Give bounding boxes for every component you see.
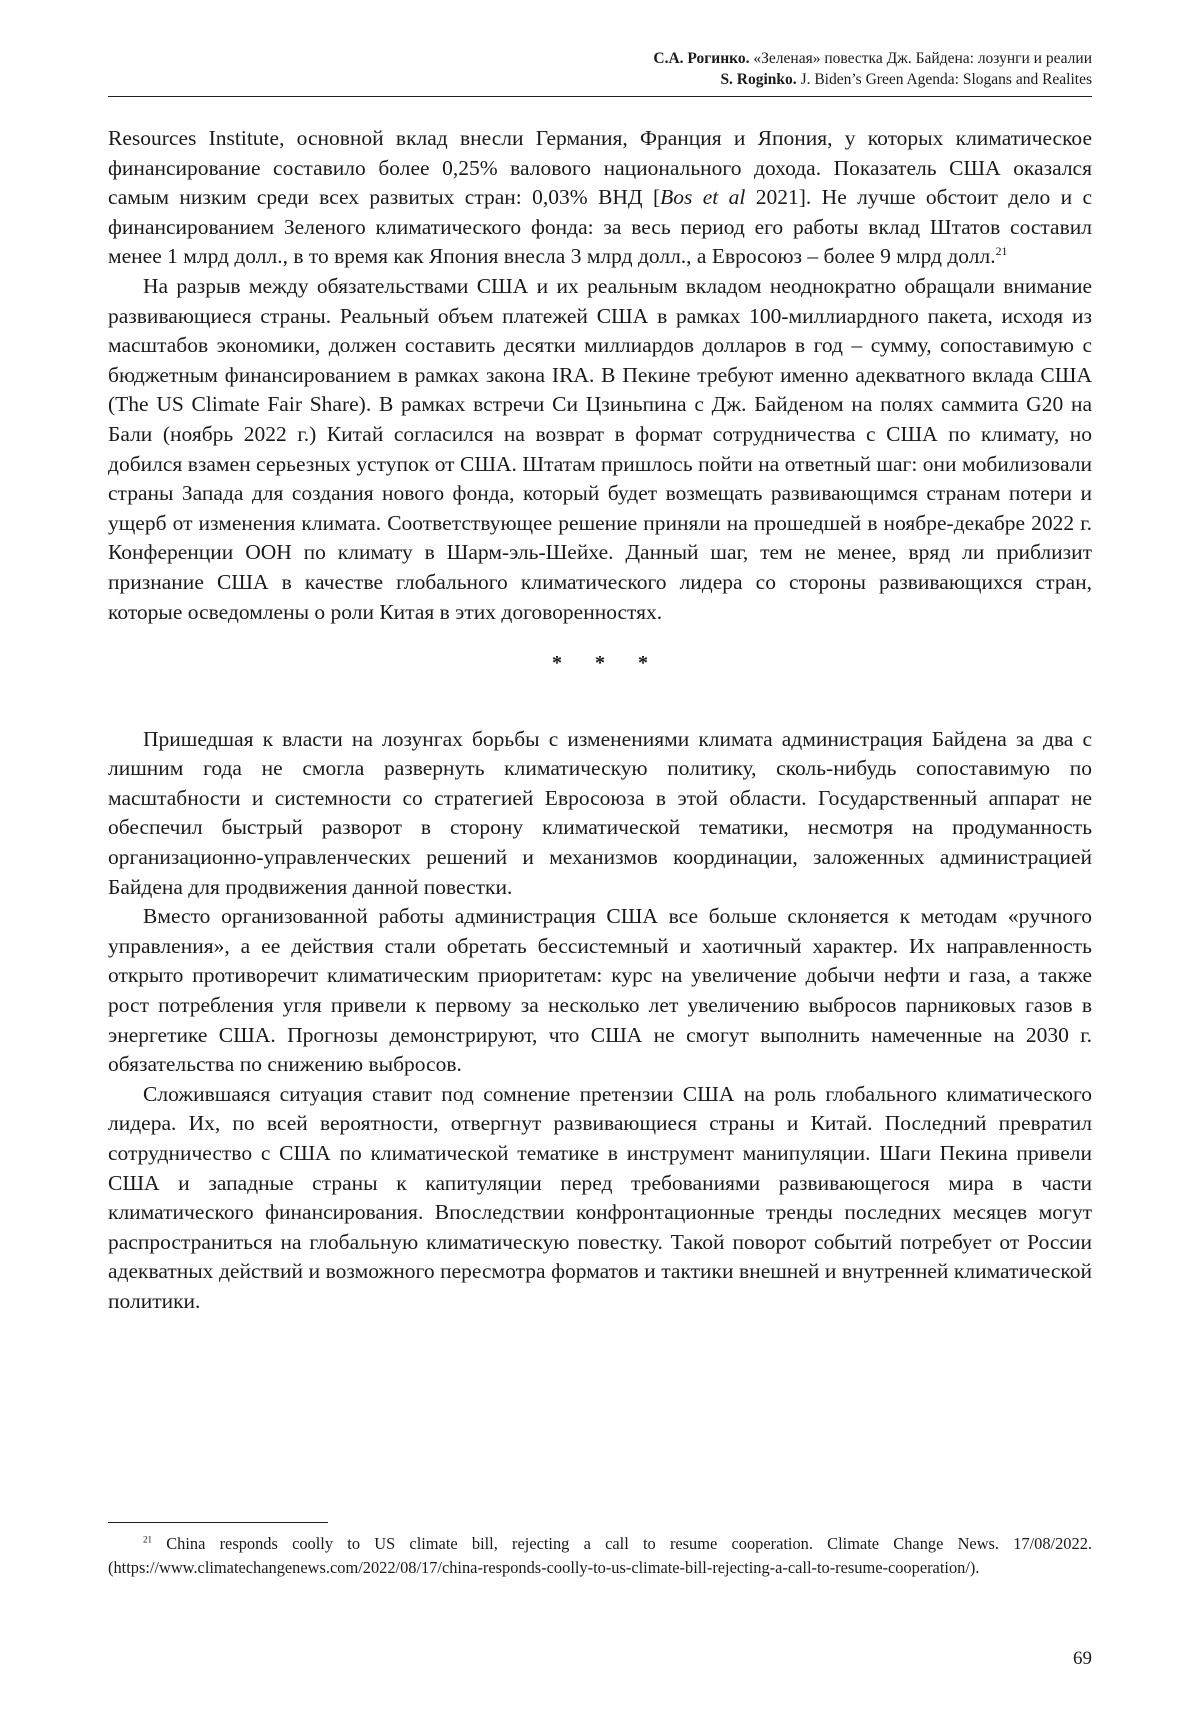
paragraph-3: Пришедшая к власти на лозунгах борьбы с изменениями климата администрация Байдена за два с лишним года не смогла развернуть климатическую политику, сколь-нибудь сопоставимую по масштабности и системности со стратегией Евросоюза в этой области. Государственный аппарат не обеспечил быстрый разворот в сторону климатической тематики, несмотря на продуманность организационно-управленческих решений и механизмов координации, заложенных администрацией Байдена для продвижения данной повестки.	[108, 726, 1092, 899]
footnote-number: 21	[143, 1534, 152, 1545]
paragraph-1-continuation: 2021]. Не лучше обстоит дело и с финансированием Зеленого климатического фонда: за весь период его работы вклад Штатов составил менее 1 млрд долл., в то время как Япония внесла 3 млрд долл., а Евросоюз – более 9 млрд долл.	[108, 185, 1093, 269]
page-number: 69	[1073, 1648, 1092, 1669]
paragraph-1-text: Resources Institute, основной вклад внесли Германия, Франция и Япония, у которых климатическое финансирование составило более 0,25% валового национального дохода. Показатель США оказался самым низким среди всех развитых стран: 0,03% ВНД [	[108, 126, 1092, 210]
paragraph-5: Сложившаяся ситуация ставит под сомнение претензии США на роль глобального климатического лидера. Их, по всей вероятности, отвергнут развивающиеся страны и Китай. Последний превратил сотрудничество с США по климатической тематике в инструмент манипуляции. Шаги Пекина привели США и западные страны к капитуляции перед требованиями развивающегося мира в части климатического финансирования. Впоследствии конфронтационные тренды последних месяцев могут распространиться на глобальную климатическую повестку. Такой поворот событий потребует от России адекватных действий и возможного пересмотра форматов и тактики внешней и внутренней климатической политики.	[108, 1081, 1092, 1313]
citation-author: Bos et al	[660, 185, 746, 210]
article-body	[108, 124, 1092, 1317]
paragraph-4: Вместо организованной работы администрация США все больше склоняется к методам «ручного управления», а ее действия стали обретать бессистемный и хаотичный характер. Их направленность открыто противоречит климатическим приоритетам: курс на увеличение добычи нефти и газа, а также рост потребления угля привели к первому за несколько лет увеличению выбросов парниковых газов в энергетике США. Прогнозы демонстрируют, что США не смогут выполнить намеченные на 2030 г. обязательства по снижению выбросов.	[108, 904, 1092, 1077]
section-separator: * * *	[552, 652, 662, 675]
running-header	[108, 48, 1092, 97]
footnote-divider	[108, 1522, 328, 1523]
footnote-text: China responds coolly to US climate bill, rejecting a call to resume cooperation. Climate Change News. 17/08/2022. (https://www.climatechangenews.com/2022/08/17/china-responds-coolly-to-us-climate-bill-rejecting-a-call-to-resume-cooperation/).	[108, 1534, 1092, 1577]
footnote-21	[108, 1532, 1092, 1580]
header-author-en: S. Roginko.	[720, 71, 797, 88]
header-title-ru: «Зеленая» повестка Дж. Байдена: лозунги и реалии	[753, 50, 1092, 67]
paragraph-2: На разрыв между обязательствами США и их реальным вкладом неоднократно обращали внимание развивающиеся страны. Реальный объем платежей США в рамках 100-миллиардного пакета, исходя из масштабов экономики, должен составить десятки миллиардов долларов в год – сумму, сопоставимую с бюджетным финансированием в рамках закона IRA. В Пекине требуют именно адекватного вклада США (The US Climate Fair Share). В рамках встречи Си Цзиньпина с Дж. Байденом на полях саммита G20 на Бали (ноябрь 2022 г.) Китай согласился на возврат в формат сотрудничества с США по климату, но добился взамен серьезных уступок от США. Штатам пришлось пойти на ответный шаг: они мобилизовали страны Запада для создания нового фонда, который будет возмещать развивающимся странам потери и ущерб от изменения климата. Соответствующее решение приняли на прошедшей в ноябре-декабре 2022 г. Конференции ООН по климату в Шарм-эль-Шейхе. Данный шаг, тем не менее, вряд ли приблизит признание США в качестве глобального климатического лидера со стороны развивающихся стран, которые осведомлены о роли Китая в этих договоренностях.	[108, 273, 1092, 624]
paragraph-1	[108, 124, 1092, 272]
header-title-en: J. Biden’s Green Agenda: Slogans and Realites	[800, 71, 1092, 88]
header-line-english	[108, 69, 1092, 90]
header-line-russian	[108, 48, 1092, 69]
header-author-ru: С.А. Рогинко.	[653, 50, 750, 67]
footnote-reference[interactable]: 21	[995, 244, 1008, 259]
